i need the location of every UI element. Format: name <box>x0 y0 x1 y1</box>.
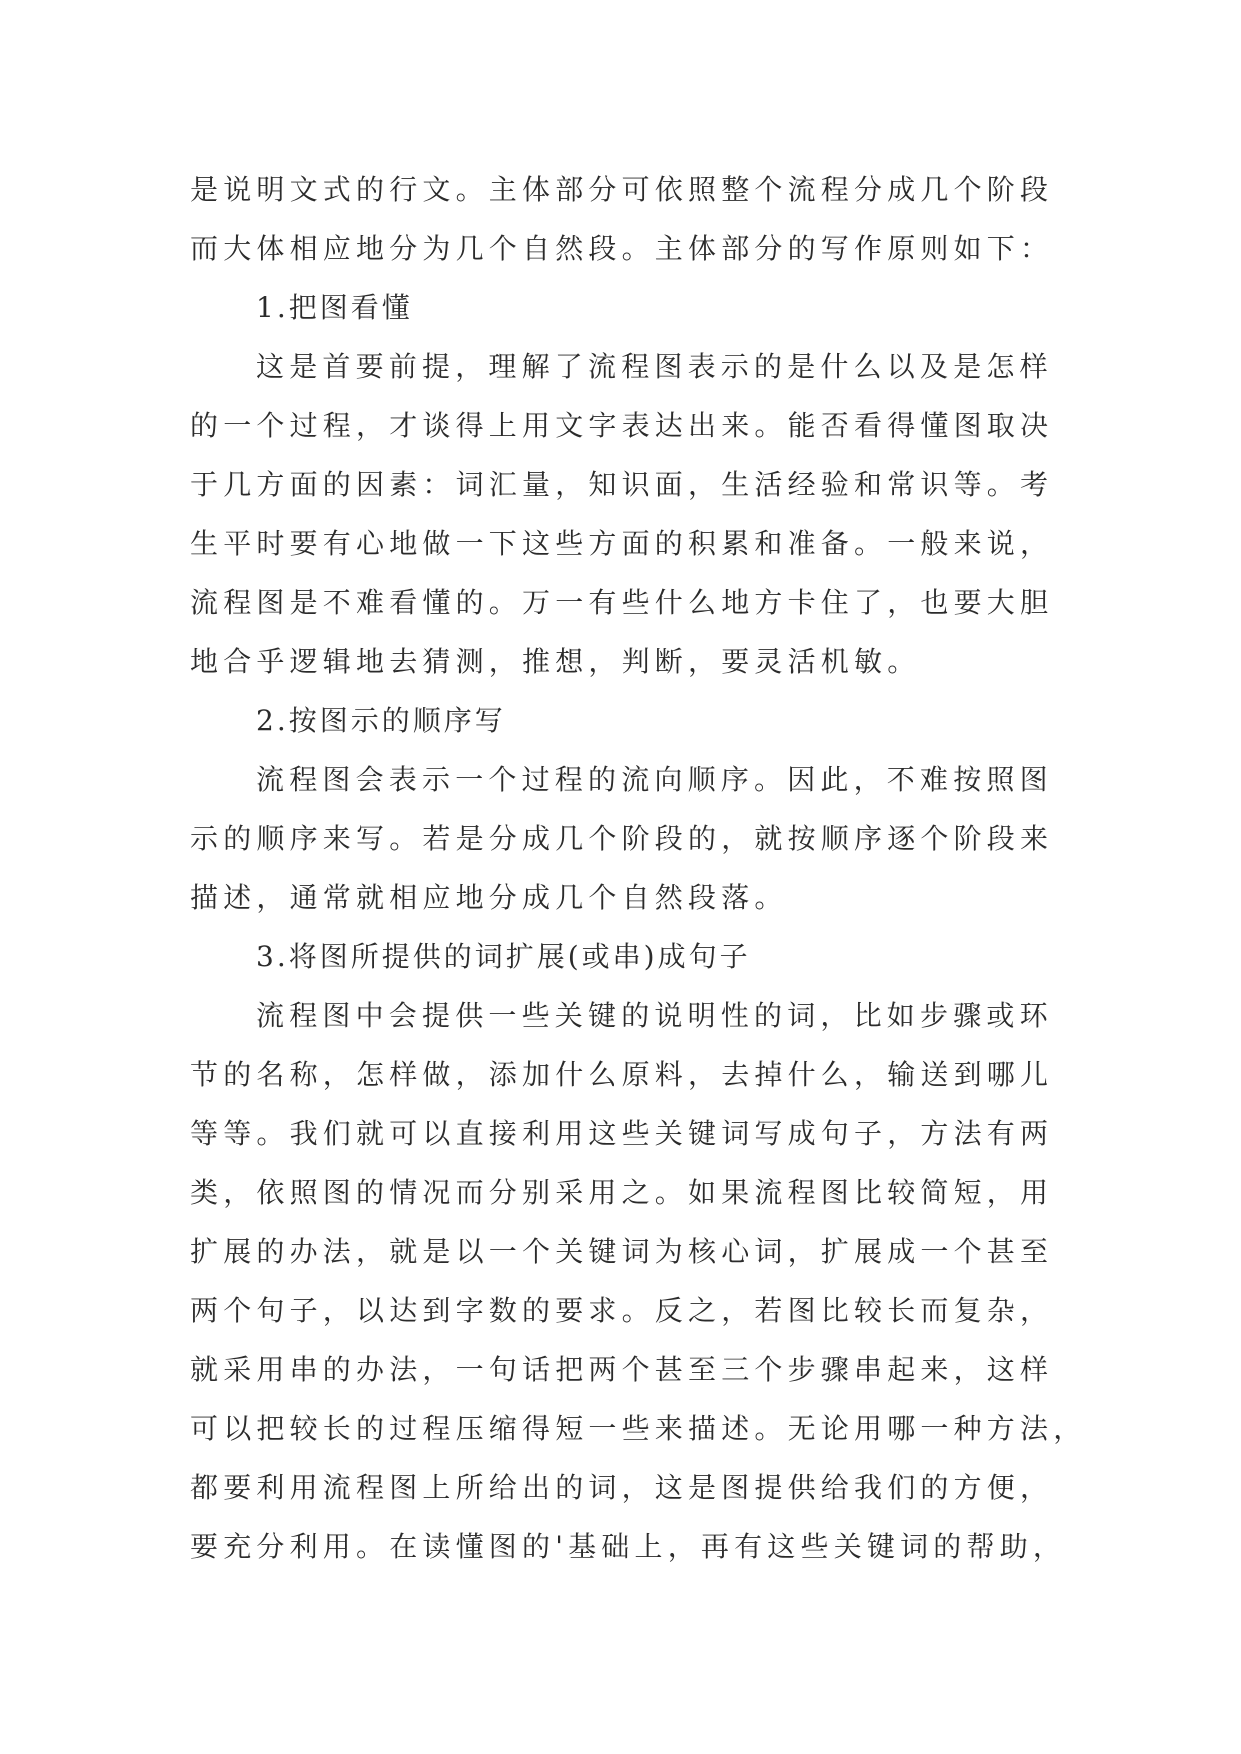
body-text <box>190 160 1087 1576</box>
text-line: 等等。我们就可以直接利用这些关键词写成句子，方法有两 <box>190 1117 1054 1150</box>
section-heading: 1.把图看懂 <box>256 291 413 324</box>
text-line: 示的顺序来写。若是分成几个阶段的，就按顺序逐个阶段来 <box>190 822 1054 855</box>
text-line: 可以把较长的过程压缩得短一些来描述。无论用哪一种方法， <box>190 1412 1087 1445</box>
text-line: 就采用串的办法，一句话把两个甚至三个步骤串起来，这样 <box>190 1353 1054 1386</box>
text-line: 的一个过程，才谈得上用文字表达出来。能否看得懂图取决 <box>190 409 1054 442</box>
text-line: 而大体相应地分为几个自然段。主体部分的写作原则如下： <box>190 232 1054 265</box>
text-line: 类，依照图的情况而分别采用之。如果流程图比较简短，用 <box>190 1176 1054 1209</box>
text-line: 都要利用流程图上所给出的词，这是图提供给我们的方便， <box>190 1471 1054 1504</box>
text-line: 流程图中会提供一些关键的说明性的词，比如步骤或环 <box>256 999 1053 1032</box>
text-line: 流程图会表示一个过程的流向顺序。因此，不难按照图 <box>256 763 1053 796</box>
text-line: 流程图是不难看懂的。万一有些什么地方卡住了，也要大胆 <box>190 586 1054 619</box>
section-heading: 2.按图示的顺序写 <box>256 704 506 737</box>
text-line: 节的名称，怎样做，添加什么原料，去掉什么，输送到哪儿 <box>190 1058 1054 1091</box>
text-line: 地合乎逻辑地去猜测，推想，判断，要灵活机敏。 <box>190 645 921 678</box>
text-line: 生平时要有心地做一下这些方面的积累和准备。一般来说， <box>190 527 1054 560</box>
text-line: 这是首要前提，理解了流程图表示的是什么以及是怎样 <box>256 350 1053 383</box>
text-line: 两个句子，以达到字数的要求。反之，若图比较长而复杂， <box>190 1294 1054 1327</box>
text-line: 描述，通常就相应地分成几个自然段落。 <box>190 881 788 914</box>
section-heading: 3.将图所提供的词扩展(或串)成句子 <box>256 940 751 973</box>
text-line: 扩展的办法，就是以一个关键词为核心词，扩展成一个甚至 <box>190 1235 1054 1268</box>
text-line: 于几方面的因素：词汇量，知识面，生活经验和常识等。考 <box>190 468 1054 501</box>
text-line: 是说明文式的行文。主体部分可依照整个流程分成几个阶段 <box>190 173 1054 206</box>
text-line: 要充分利用。在读懂图的'基础上，再有这些关键词的帮助， <box>190 1530 1067 1563</box>
